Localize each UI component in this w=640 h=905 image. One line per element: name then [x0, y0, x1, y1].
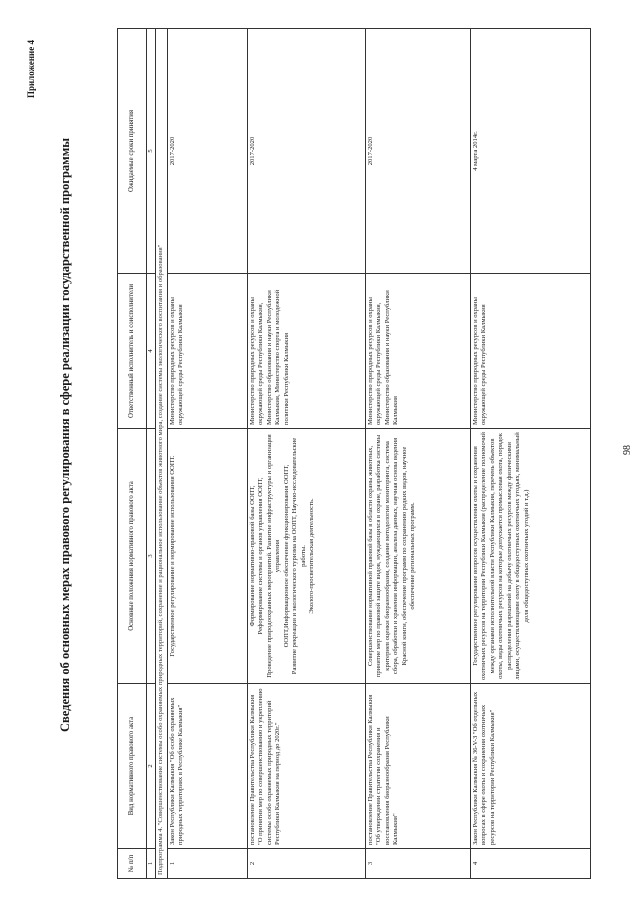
table-row — [247, 29, 365, 879]
row-number: 4 — [470, 849, 590, 879]
column-number-row — [147, 29, 156, 879]
document-title: Сведения об основных мерах правового регулирования в сфере реализации государственной программы — [58, 138, 72, 732]
provisions-cell — [470, 429, 590, 684]
provisions-cell — [365, 429, 470, 684]
act-type-cell: постановление Правительства Республики Калмыкия "О принятии мер по совершенствованию и укреплению системы особо охраняемых природных территорий Республики Калмыкия на период до 2020г." — [247, 684, 365, 849]
provision-line: Совершенствование нормативной правовой базы в области охраны животных, принятие мер по правовой защите видов, нуждающихся в охране, разработка системы критериев оценки биоразнообразия, создание методологии мониторинга, система сбора, обработки и хранения информации, анализа данных, научная основа ведения Красной книги, обеспечение программ по сохранению редких видов, научное обеспечение региональных программ. — [366, 434, 417, 678]
act-type-cell: Закон Республики Калмыкия № 36-V-З "Об отдельных вопросах в сфере охоты и сохранения охотничьих ресурсов на территории Республики Калмыкия" — [470, 684, 590, 849]
provision-line: Реформирование системы и органов управления ООПТ, — [257, 477, 265, 635]
column-number: 3 — [147, 429, 156, 684]
legal-measures-table — [117, 28, 591, 879]
provision-line: Развитие рекреации и экологического туризма на ООПТ, Научно-исследовательские работы. — [291, 437, 307, 675]
row-number: 3 — [365, 849, 470, 879]
section-row — [156, 29, 167, 879]
provision-line: Формирование нормативно-правовой базы ООПТ, — [248, 485, 256, 627]
header-provisions: Основные положения нормативного правового акта — [118, 429, 147, 684]
executor-cell: Министерство природных ресурсов и охраны окружающей среды Республики Калмыкия — [167, 274, 247, 429]
table-row — [470, 29, 590, 879]
row-number: 1 — [167, 849, 247, 879]
executor-cell: Министерство природных ресурсов и охраны окружающей среды Республики Калмыкия, Министерство образования и науки Республики Калмыкия — [365, 274, 470, 429]
provision-line: ООПТ,Информационное обеспечение функционирования ООПТ, — [282, 464, 290, 648]
provision-line: Эколого-просветительская деятельность. — [307, 498, 315, 614]
column-number: 5 — [147, 29, 156, 274]
provision-line: Государственное регулирование вопросов осуществления охоты и сохранения охотничьих ресурсов на территории Республики Калмыкия (распределение полномочий между органами исполнительной власти Республики Калмыкия, перечень объектов охоты, виды охотничьих ресурсов на которые допускается промысловая охота, порядок распределения разрешений на добычу охотничьих ресурсов между физическими лицами, осуществляющими охоту в общедоступных охотничьих угодьях, минимальный доля общедоступных охотничьих угодий и т.д.) — [471, 432, 530, 680]
executor-cell: Министерство природных ресурсов и охраны окружающей среды Республики Калмыкия — [470, 274, 590, 429]
term-cell: 2017-2020 — [247, 29, 365, 274]
act-type-cell: Закон Республики Калмыкия "Об особо охраняемых природных территориях в Республике Калмыкия" — [167, 684, 247, 849]
term-cell: 2017-2020 — [167, 29, 247, 274]
header-act-type: Вид нормативного правового акта — [118, 684, 147, 849]
column-number: 1 — [147, 849, 156, 879]
appendix-label: Приложение 4 — [26, 40, 36, 99]
provisions-cell — [247, 429, 365, 684]
term-cell: 2017-2020 — [365, 29, 470, 274]
table-row — [365, 29, 470, 879]
act-type-cell: постановление Правительства Республики Калмыкия "Об утверждении стратегии сохранения и восстановления биоразнообразия Республики Калмыкия" — [365, 684, 470, 849]
column-number: 4 — [147, 274, 156, 429]
column-number: 2 — [147, 684, 156, 849]
table-header-row — [118, 29, 147, 879]
provision-line: Проведение природоохранных мероприятий. Развитие инфраструктуры и организация управления — [265, 434, 282, 678]
subprogram-title: Подпрограмма 4. "Совершенствование системы особо охраняемых природных территорий, сохранение и рациональное использование объектов животного мира, создание системы экологического воспитания и образования" — [156, 29, 167, 879]
header-number: № п/п — [118, 849, 147, 879]
table-row — [167, 29, 247, 879]
header-executor: Ответственный исполнитель и соисполнители — [118, 274, 147, 429]
page-number: 98 — [622, 445, 633, 455]
provisions-cell — [167, 429, 247, 684]
row-number: 2 — [247, 849, 365, 879]
provision-line: Государственное регулирование и нормирование использования ООПТ. — [168, 455, 176, 657]
executor-cell: Министерство природных ресурсов и охраны окружающей среды Республики Калмыкия, Министерство образования и науки Республики Калмыкия, Министерство спорта и молодежной политики Республики Калмыкия — [247, 274, 365, 429]
term-cell: 4 марта 2014г. — [470, 29, 590, 274]
header-term: Ожидаемые сроки принятия — [118, 29, 147, 274]
